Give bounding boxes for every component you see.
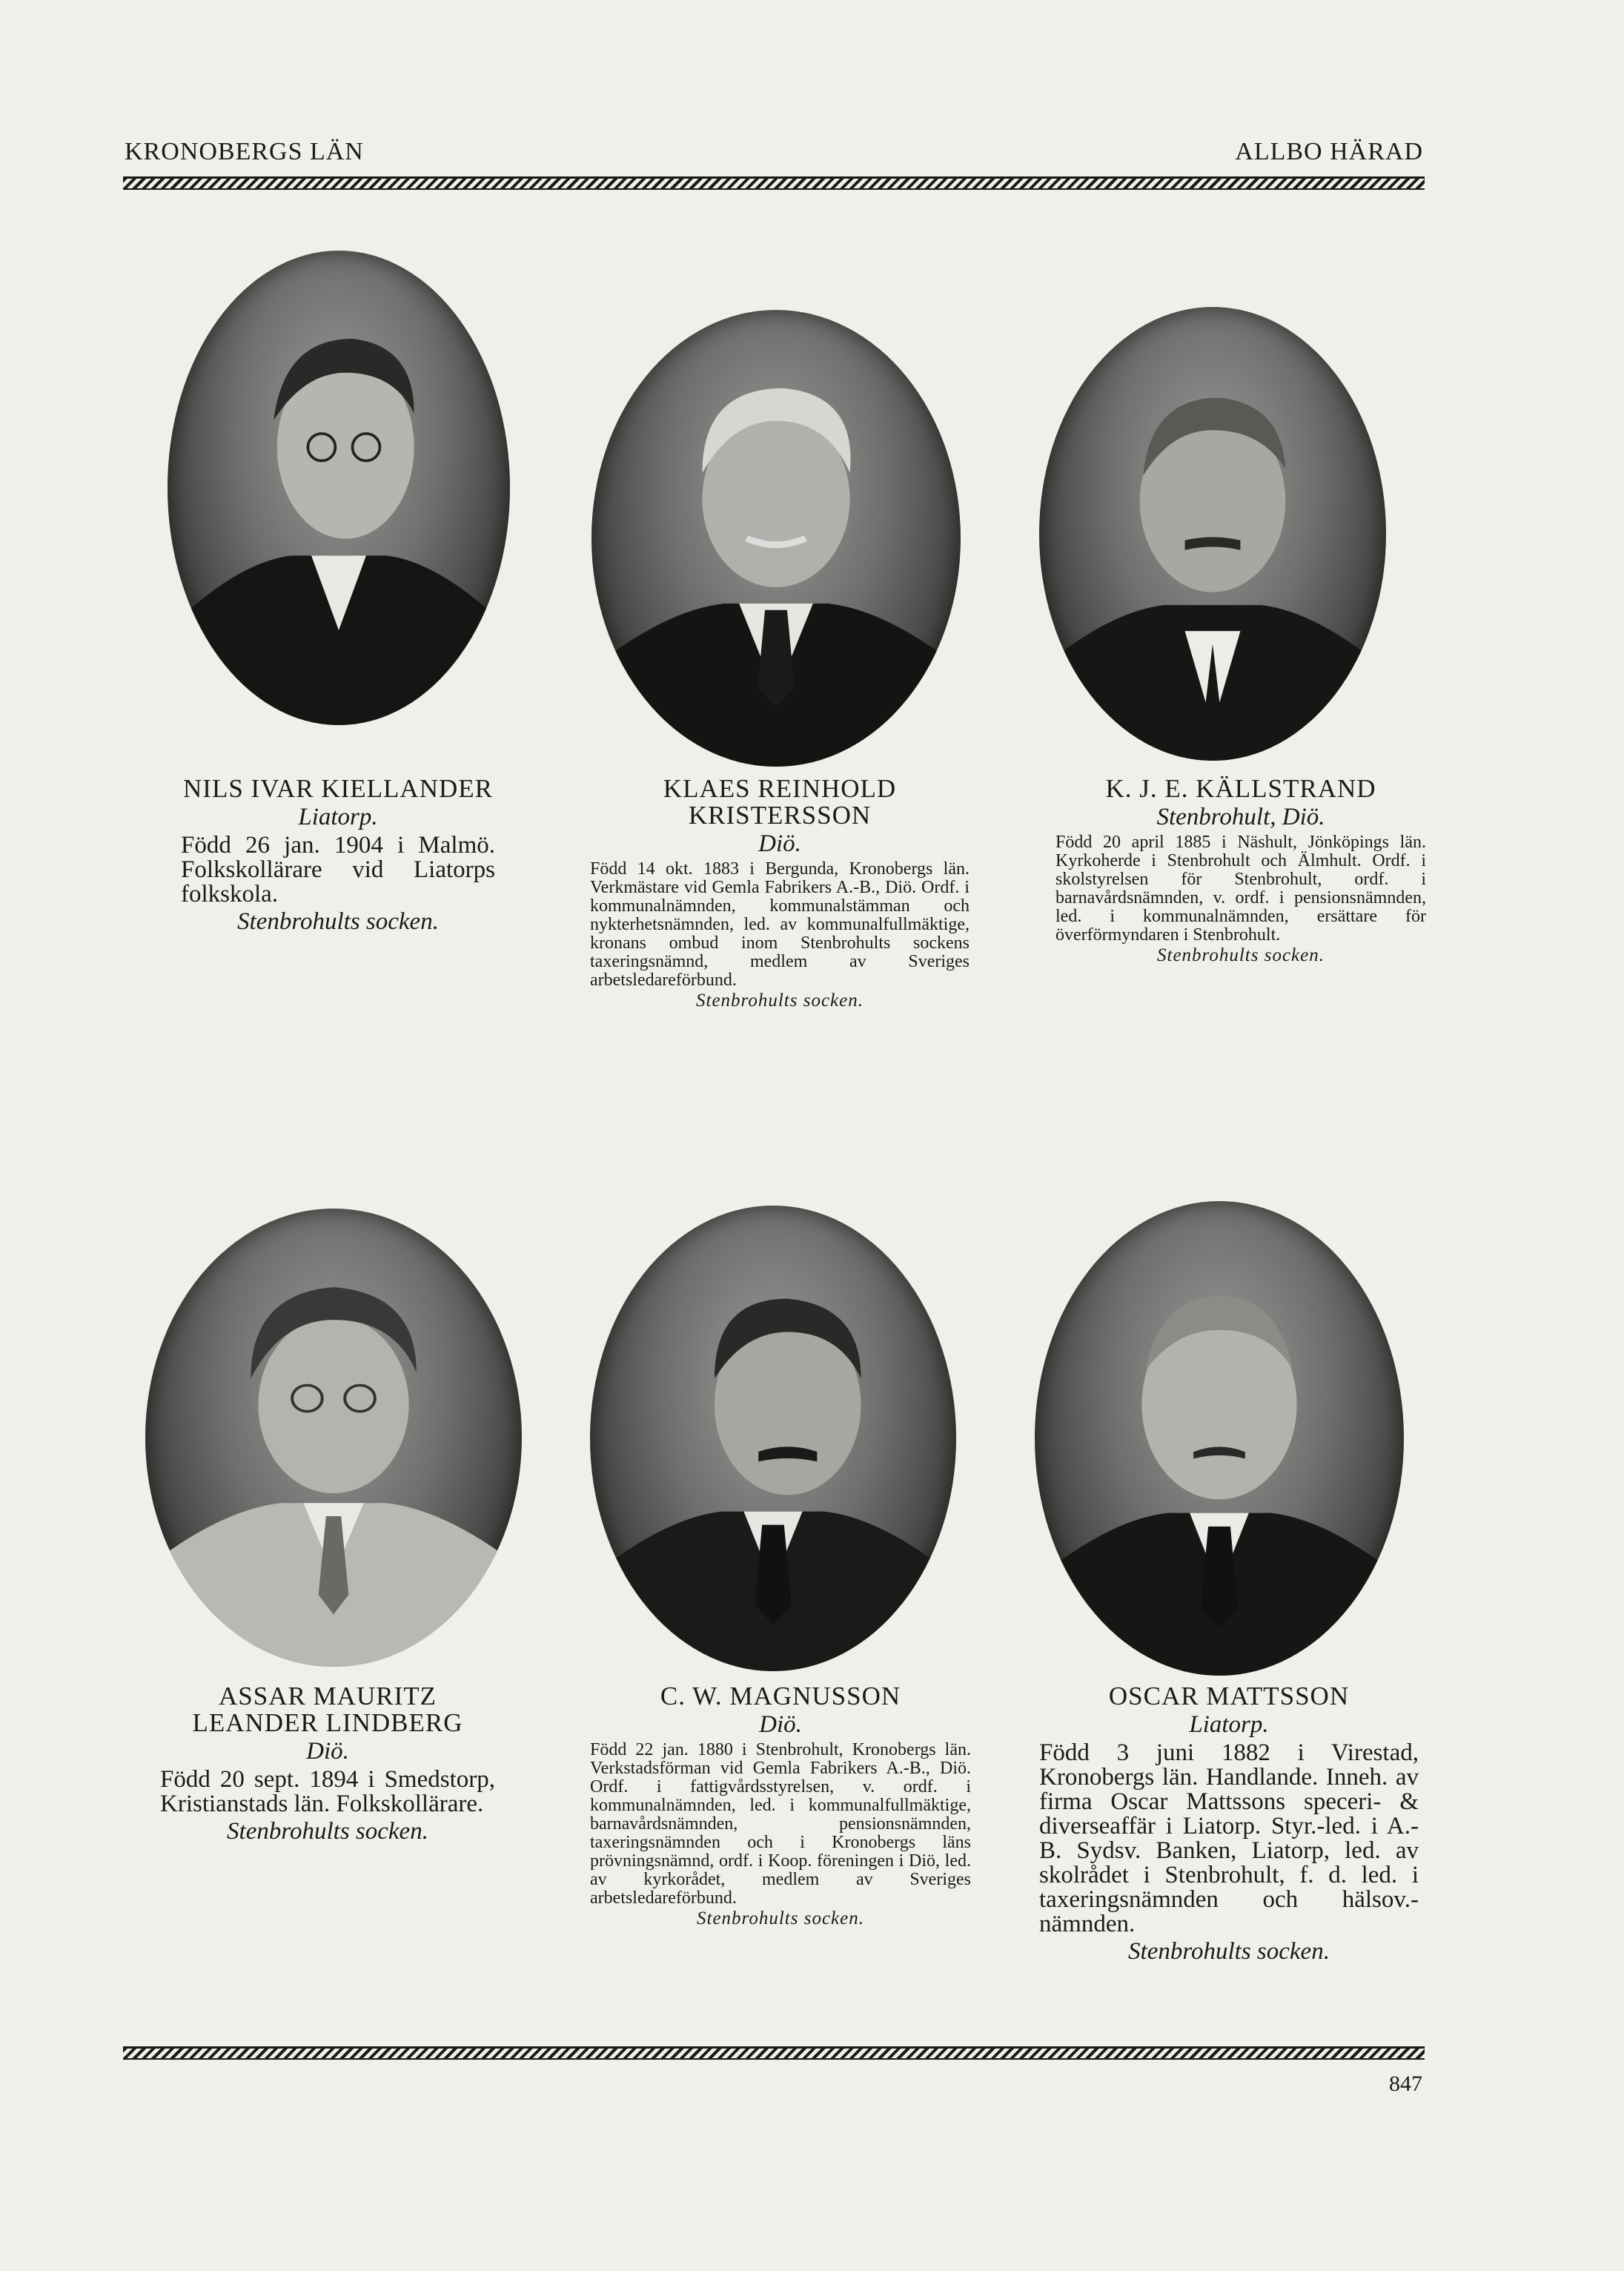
person-residence: Liatorp.	[298, 804, 378, 830]
person-biography: Född 22 jan. 1880 i Stenbrohult, Kronobergs län. Verkstadsförman vid Gemla Fabrikers A.-B., Diö. Ordf. i fattigvårdsstyrelsen, v. ordf. i kommunalnämnden, led. i kommunalfullmäktige, barnavårdsnämnden, pensionsnämnden, taxeringsnämnden och i Kronobergs läns prövningsnämnd, ordf. i Koop. föreningen i Diö, led. av kyrkorådet, medlem av Sveriges arbetsledareförbund.	[590, 1740, 971, 1908]
person-residence: Stenbrohult, Diö.	[1156, 804, 1325, 830]
person-biography: Född 20 sept. 1894 i Smedstorp, Kristianstads län. Folkskollärare.	[160, 1766, 495, 1817]
person-silhouette-icon	[1039, 307, 1386, 761]
person-parish: Stenbrohults socken.	[1157, 945, 1325, 965]
person-residence: Diö.	[306, 1738, 349, 1765]
portrait-photo	[168, 251, 510, 725]
person-entry	[1039, 1683, 1419, 1966]
person-entry	[1055, 776, 1426, 967]
person-name: ASSAR MAURITZ LEANDER LINDBERG	[192, 1682, 463, 1737]
person-silhouette-icon	[168, 251, 510, 725]
person-parish: Stenbrohults socken.	[1128, 1938, 1330, 1965]
person-entry	[590, 1683, 971, 1930]
person-biography: Född 26 jan. 1904 i Malmö. Folkskollärare vid Liatorps folkskola.	[181, 832, 495, 908]
person-biography: Född 20 april 1885 i Näshult, Jönköpings län. Kyrkoherde i Stenbrohult och Älmhult. Ordf. i skolstyrelsen för Stenbrohult, ordf. i barnavårdsnämnden, v. ordf. i pensionsnämnden, led. i kommunalnämnden, ersättare för överförmyndaren i Stenbrohult.	[1055, 833, 1426, 945]
person-biography: Född 3 juni 1882 i Virestad, Kronobergs län. Handlande. Inneh. av firma Oscar Mattssons speceri- & diverseaffär i Liatorp. Styr.-led. i A.-B. Sydsv. Banken, Liatorp, led. av skolrådet i Stenbrohult, f. d. led. i taxeringsnämnden och hälsov.-nämnden.	[1039, 1739, 1419, 1937]
person-parish: Stenbrohults socken.	[696, 991, 864, 1011]
person-entry	[590, 776, 970, 1012]
header-county: KRONOBERGS LÄN	[125, 138, 364, 165]
page-number: 847	[1389, 2072, 1422, 2096]
person-biography: Född 14 okt. 1883 i Bergunda, Kronobergs län. Verkmästare vid Gemla Fabrikers A.-B., Diö. Ordf. i kommunalnämnden, kommunalstämman och nykterhetsnämnden, led. av kommunalfullmäktige, kronans ombud inom Stenbrohults sockens taxeringsnämnd, medlem av Sveriges arbetsledareförbund.	[590, 859, 970, 990]
person-parish: Stenbrohults socken.	[697, 1908, 864, 1928]
person-parish: Stenbrohults socken.	[237, 908, 439, 935]
person-silhouette-icon	[1035, 1201, 1404, 1676]
portrait-photo	[591, 310, 961, 767]
person-name: KLAES REINHOLD KRISTERSSON	[663, 774, 897, 830]
person-residence: Liatorp.	[1189, 1711, 1269, 1738]
bottom-ornament-rule	[123, 2046, 1425, 2060]
person-name: OSCAR MATTSSON	[1108, 1682, 1350, 1710]
person-silhouette-icon	[590, 1206, 956, 1671]
header-district: ALLBO HÄRAD	[1235, 138, 1423, 165]
person-parish: Stenbrohults socken.	[227, 1818, 428, 1845]
portrait-photo	[145, 1209, 522, 1667]
portrait-photo	[1035, 1201, 1404, 1676]
person-residence: Diö.	[759, 1711, 802, 1738]
person-residence: Diö.	[758, 830, 801, 857]
person-silhouette-icon	[591, 310, 961, 767]
person-name: C. W. MAGNUSSON	[660, 1682, 901, 1710]
running-header	[125, 138, 1423, 173]
person-entry	[181, 776, 495, 936]
top-ornament-rule	[123, 176, 1425, 190]
portrait-photo	[1039, 307, 1386, 761]
person-silhouette-icon	[145, 1209, 522, 1667]
person-name: NILS IVAR KIELLANDER	[183, 774, 493, 803]
person-entry	[160, 1683, 495, 1846]
person-name: K. J. E. KÄLLSTRAND	[1105, 774, 1376, 803]
portrait-photo	[590, 1206, 956, 1671]
